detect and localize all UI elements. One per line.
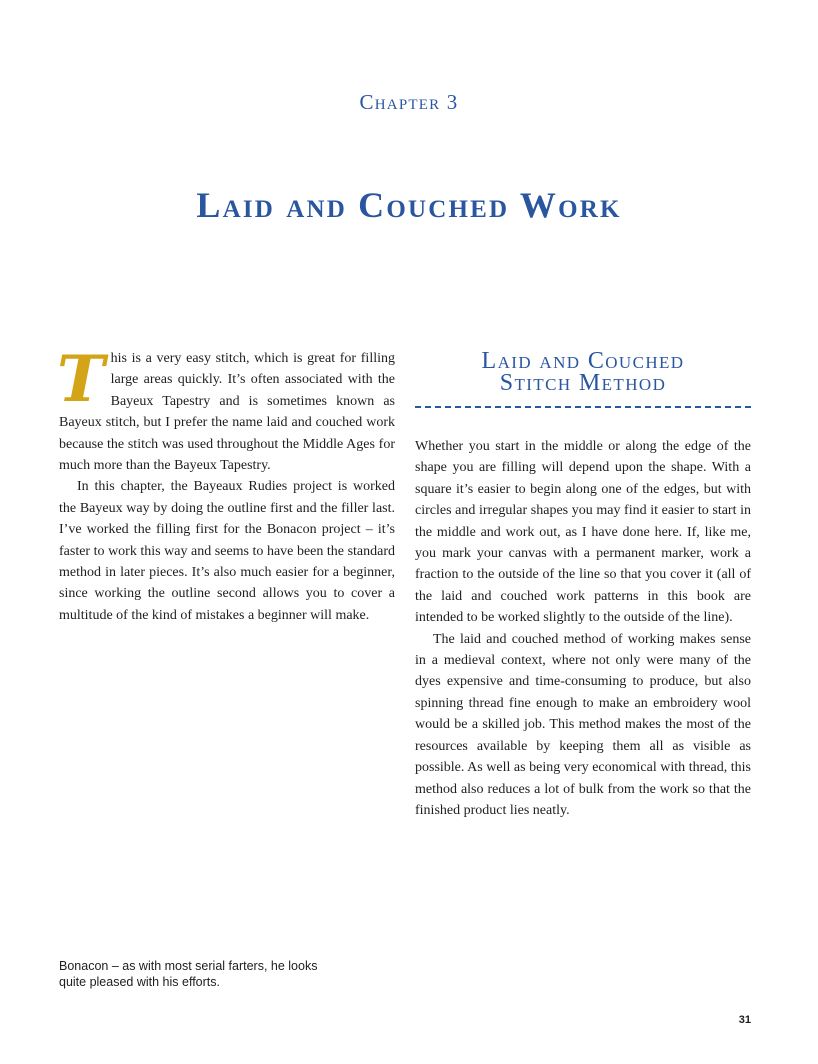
drop-cap: T (57, 342, 105, 417)
section-heading-line-2: Stitch Method (499, 370, 667, 396)
chapter-overview-paragraph: In this chapter, the Bayeaux Rudies project is worked the Bayeux way by doing the outline first and the filler last. I’ve worked the filling first for the Bonacon project – it’s faster to work this way and seems to have been the standard method in later pieces. It’s also much easier for a beginner, since working the outline second allows you to cover a multitude of the kind of mistakes a beginner will make. (59, 479, 395, 623)
intro-paragraph (57, 342, 395, 476)
method-paragraph-2: The laid and couched method of working makes sense in a medieval context, where not only were many of the dyes expensive and time-consuming to produce, but also spinning thread fine enough to make an embroidery wool would be a skilled job. This method makes the most of the resources available by keeping them all as visible as possible. As well as being very economical with thread, this method also reduces a lot of bulk from the work so that the finished product lies neatly. (415, 631, 751, 818)
intro-paragraph-text: his is a very easy stitch, which is great for filling large areas quickly. It’s often associated with the Bayeux Tapestry and is sometimes known as Bayeux stitch, but I prefer the name laid and couched work because the stitch was used throughout the Middle Ages for much more than the Bayeux Tapestry. (59, 351, 395, 474)
method-paragraph-1: Whether you start in the middle or along the edge of the shape you are filling will depend upon the shape. With a square it’s easier to begin along one of the edges, but with circles and irregular shapes you may find it easier to start in the middle and work out, as I have done here. If, like me, you mark your canvas with a permanent marker, work a fraction to the outside of the line so that you cover it (all of the laid and couched work patterns in this book are intended to be worked slightly to the outside of the line). (415, 439, 751, 626)
page-number: 31 (738, 1014, 751, 1026)
section-heading (415, 350, 751, 394)
section-divider (415, 406, 751, 408)
section-heading-line-1: Laid and Couched (481, 348, 685, 374)
image-caption: Bonacon – as with most serial farters, he looks quite pleased with his efforts. (59, 959, 318, 989)
left-column (57, 342, 395, 626)
chapter-label: Chapter 3 (359, 90, 459, 114)
right-column (415, 436, 751, 821)
chapter-title: Laid and Couched Work (196, 185, 622, 225)
